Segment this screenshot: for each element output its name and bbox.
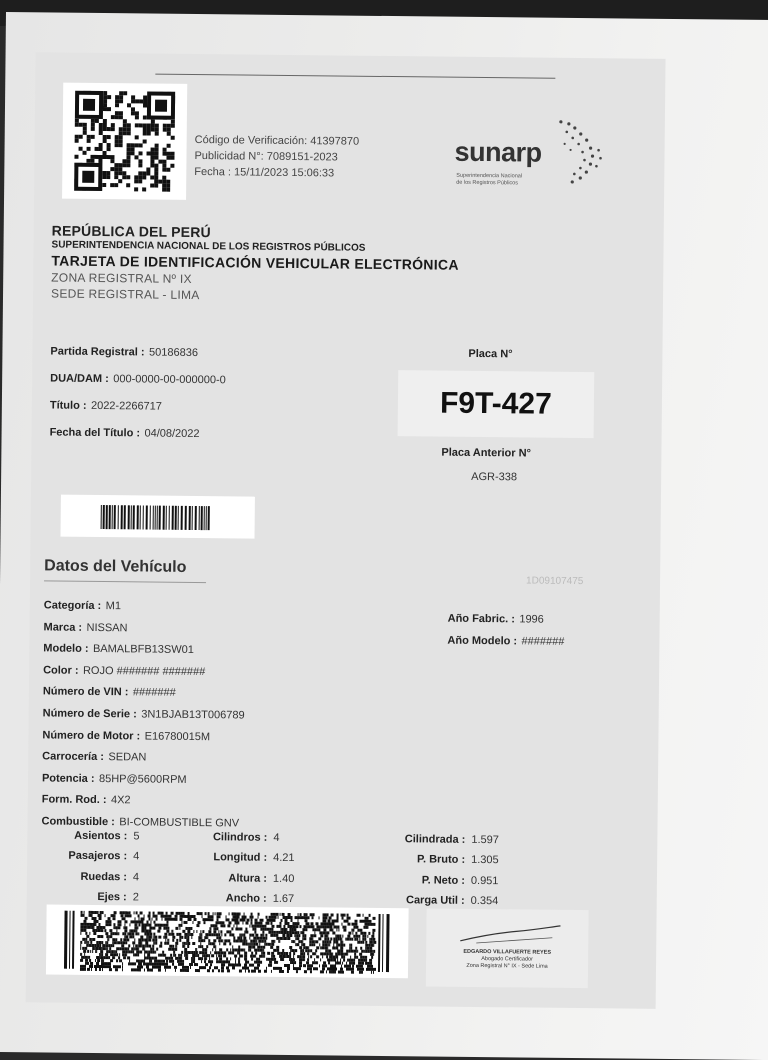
section-underline (44, 580, 206, 583)
partida-row (50, 337, 226, 366)
specs-col3-values (471, 830, 499, 912)
specs-col2-values (273, 828, 295, 910)
altura-value: 1.40 (272, 872, 295, 885)
pdf417-barcode (46, 904, 409, 978)
serie-label: Número de Serie : (42, 707, 137, 721)
sede-registral: SEDE REGISTRAL - LIMA (50, 286, 200, 303)
carga-util-label: Carga Util : (405, 894, 465, 908)
cilindros-value: 4 (273, 831, 280, 844)
vin-label: Número de VIN : (42, 685, 129, 699)
verification-code: Código de Verificación: 41397870 (194, 133, 360, 148)
logo-tagline-line1: Superintendencia Nacional (456, 172, 523, 180)
vehicle-section-title: Datos del Vehículo (44, 557, 187, 576)
publicidad-number: Publicidad N°: 7089151-2023 (194, 149, 338, 164)
color-value: ROJO ####### ####### (82, 664, 206, 678)
altura-label: Altura : (228, 872, 268, 885)
longitud-value: 4.21 (273, 852, 295, 865)
signatory-name: EDGARDO VILLAFUERTE REYES (463, 948, 552, 956)
asientos-label: Asientos : (74, 829, 128, 843)
signature-scribble-icon (456, 919, 566, 950)
marca-label: Marca : (43, 621, 83, 634)
categoria-label: Categoría : (43, 599, 102, 613)
ruedas-value: 4 (132, 871, 140, 884)
document-barcode (61, 495, 255, 539)
motor-value: E16780015M (144, 730, 211, 743)
ejes-label: Ejes : (97, 891, 127, 904)
document-card (26, 52, 666, 1009)
formrod-row (42, 789, 244, 813)
placa-anterior-label: Placa Anterior N° (441, 446, 532, 460)
modelo-label: Modelo : (43, 642, 89, 656)
carga-util-value: 0.354 (470, 895, 499, 908)
qr-code (62, 83, 187, 200)
country-title: REPÚBLICA DEL PERÚ (51, 222, 211, 241)
categoria-value: M1 (105, 600, 122, 613)
qr-code-icon (62, 83, 187, 200)
pasajeros-label: Pasajeros : (68, 850, 128, 863)
verification-block (194, 132, 359, 182)
signatory-role: Abogado Certificador (481, 956, 533, 963)
titulo-label: Título : (49, 399, 87, 412)
vin-row (43, 681, 245, 705)
carroceria-label: Carrocería : (42, 750, 105, 764)
serie-row (43, 702, 245, 726)
marca-row (43, 616, 245, 640)
modelo-value: BAMALBFB13SW01 (92, 643, 194, 657)
vehicle-data-block (41, 594, 245, 834)
combustible-label: Combustible : (41, 815, 115, 829)
ruedas-label: Ruedas : (80, 870, 128, 884)
specs-col3-labels (347, 829, 466, 912)
formrod-value: 4X2 (110, 794, 131, 807)
cilindrada-value: 1.597 (471, 833, 499, 847)
color-label: Color : (43, 664, 79, 677)
anio-fabric-value: 1996 (519, 613, 544, 626)
color-row (43, 659, 245, 683)
zona-registral: ZONA REGISTRAL Nº IX (51, 270, 192, 286)
signature-box (426, 908, 589, 988)
top-rule (155, 74, 555, 79)
cilindros-label: Cilindros : (212, 831, 268, 844)
placa-value: F9T-427 (398, 370, 595, 438)
anio-fabric-row (448, 608, 565, 631)
titulo-value: 2022-2266717 (90, 399, 163, 413)
signatory-zone: Zona Registral N° IX - Sede Lima (466, 962, 548, 970)
fecha-titulo-row (49, 418, 225, 447)
dua-row (50, 364, 226, 393)
logo-wordmark: sunarp (454, 136, 542, 168)
agency-title: SUPERINTENDENCIA NACIONAL DE LOS REGISTROS PÚBLICOS (51, 239, 366, 254)
modelo-row (43, 638, 245, 662)
potencia-value: 85HP@5600RPM (98, 772, 187, 786)
potencia-label: Potencia : (41, 772, 95, 785)
specs-col1-values (133, 826, 140, 908)
pneto-value: 0.951 (470, 874, 499, 888)
carroceria-value: SEDAN (108, 751, 147, 764)
sunarp-logo (454, 137, 625, 199)
signature-text (426, 948, 588, 971)
document-title: TARJETA DE IDENTIFICACIÓN VEHICULAR ELECTRÓNICA (51, 252, 459, 273)
pneto-label: P. Neto : (421, 874, 465, 887)
anio-fabric-label: Año Fabric. : (447, 612, 515, 626)
placa-anterior-value: AGR-338 (471, 470, 518, 484)
document-paper (0, 12, 768, 1060)
document-code: 1D09107475 (526, 575, 584, 588)
pbruto-label: P. Bruto : (417, 853, 466, 867)
categoria-row (44, 594, 246, 618)
pbruto-value: 1.305 (471, 854, 499, 867)
serie-value: 3N1BJAB13T006789 (141, 708, 245, 722)
fecha-titulo-value: 04/08/2022 (144, 427, 200, 441)
ancho-value: 1.67 (272, 893, 295, 906)
logo-dots-icon (550, 114, 611, 195)
anio-modelo-row (447, 629, 564, 652)
partida-value: 50186836 (148, 346, 199, 360)
fecha-titulo-label: Fecha del Título : (49, 426, 141, 440)
ancho-label: Ancho : (225, 892, 267, 905)
specs-col2-labels (157, 827, 268, 910)
pdf417-barcode-icon (46, 904, 409, 978)
potencia-row (42, 767, 244, 791)
marca-value: NISSAN (86, 621, 128, 634)
formrod-label: Form. Rod. : (41, 793, 107, 807)
titulo-row (50, 391, 226, 420)
placa-label: Placa N° (468, 347, 513, 361)
anio-modelo-value: ####### (521, 635, 565, 648)
barcode-icon (61, 495, 255, 539)
cilindrada-label: Cilindrada : (404, 833, 466, 846)
partida-label: Partida Registral : (50, 345, 145, 359)
motor-row (42, 724, 244, 748)
registro-block (49, 337, 226, 447)
logo-tagline-line2: de los Registros Públicos (456, 179, 519, 187)
vin-value: ####### (132, 686, 176, 700)
vehicle-year-block (447, 608, 564, 652)
anio-modelo-label: Año Modelo : (447, 634, 518, 647)
logo-tagline (456, 173, 522, 188)
motor-label: Número de Motor : (42, 728, 141, 743)
verification-date: Fecha : 15/11/2023 15:06:33 (194, 165, 335, 180)
ejes-value: 2 (132, 891, 139, 904)
combustible-value: BI-COMBUSTIBLE GNV (119, 816, 240, 830)
longitud-label: Longitud : (213, 851, 268, 865)
dua-value: 000-0000-00-000000-0 (113, 373, 226, 387)
document-header (51, 222, 459, 304)
dua-label: DUA/DAM : (50, 372, 109, 386)
carroceria-row (42, 746, 244, 770)
pasajeros-value: 4 (133, 850, 140, 863)
asientos-value: 5 (133, 830, 140, 843)
specs-col1-labels (27, 825, 128, 908)
